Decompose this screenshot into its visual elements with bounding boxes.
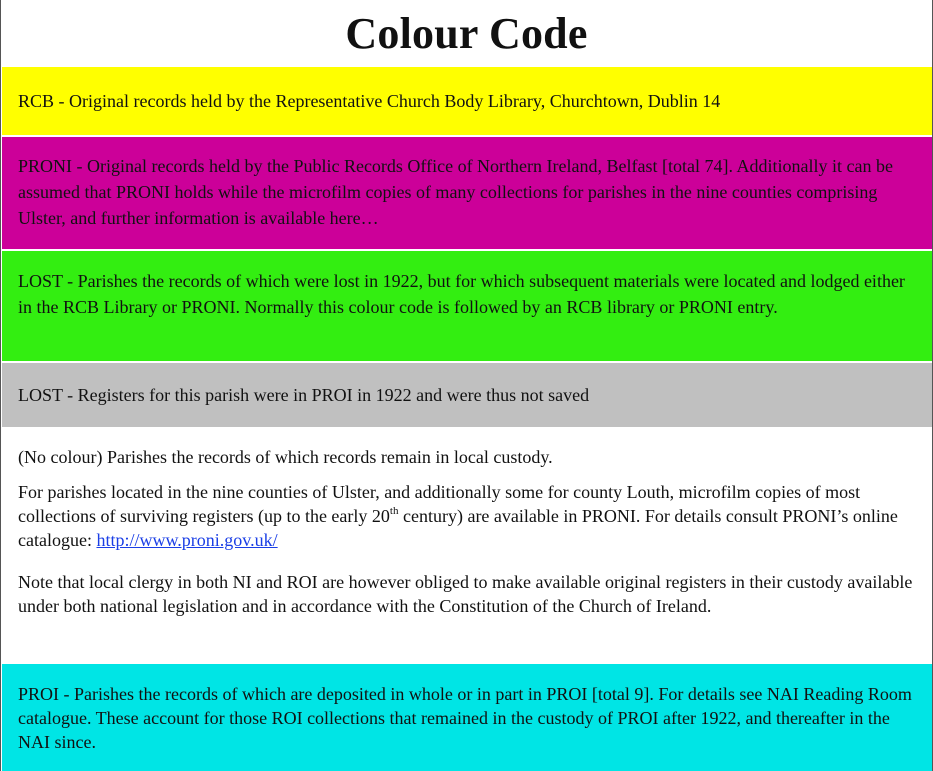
ordinal-superscript: th (389, 505, 399, 517)
proni-catalogue-link[interactable]: http://www.proni.gov.uk/ (96, 530, 278, 550)
proni-band (2, 137, 932, 249)
lost-green-band (2, 251, 932, 361)
proi-band (2, 664, 932, 771)
lost-grey-text: LOST - Registers for this parish were in PROI in 1922 and were thus not saved (18, 385, 590, 405)
ulster-microfilm-paragraph (18, 480, 916, 552)
ulster-text-part2: century) are available in PRONI. For details consult PRONI’s online catalogue: (18, 506, 898, 550)
clergy-note-text: Note that local clergy in both NI and ROI are however obliged to make available original registers in their custody available under both national legislation and in accordance with the Constitution of the Church of Ireland. (18, 572, 913, 616)
no-colour-text: (No colour) Parishes the records of which records remain in local custody. (18, 447, 553, 467)
ulster-text-part1: For parishes located in the nine counties of Ulster, and additionally some for county Louth, microfilm copies of most collections of surviving registers (up to the early 20 (18, 482, 861, 526)
lost-grey-band (2, 363, 932, 427)
proi-text: PROI - Parishes the records of which are deposited in whole or in part in PROI [total 9]. For details see NAI Reading Room catalogue. These account for those ROI collections that remained in the custody of PROI after 1922, and thereafter in the NAI since. (18, 684, 912, 752)
rcb-band (2, 67, 932, 135)
lost-green-text: LOST - Parishes the records of which were lost in 1922, but for which subsequent materials were located and lodged either in the RCB Library or PRONI. Normally this colour code is followed by an RCB library or PRONI entry. (18, 271, 905, 317)
no-colour-section (2, 444, 932, 658)
page-title: Colour Code (345, 8, 588, 58)
rcb-text: RCB - Original records held by the Representative Church Body Library, Churchtown, Dublin 14 (18, 91, 721, 111)
proni-text: PRONI - Original records held by the Public Records Office of Northern Ireland, Belfast [total 74]. Additionally it can be assumed that PRONI holds while the microfilm copies of many collections for parishes in the nine counties comprising Ulster, and further information is available here… (18, 156, 893, 228)
